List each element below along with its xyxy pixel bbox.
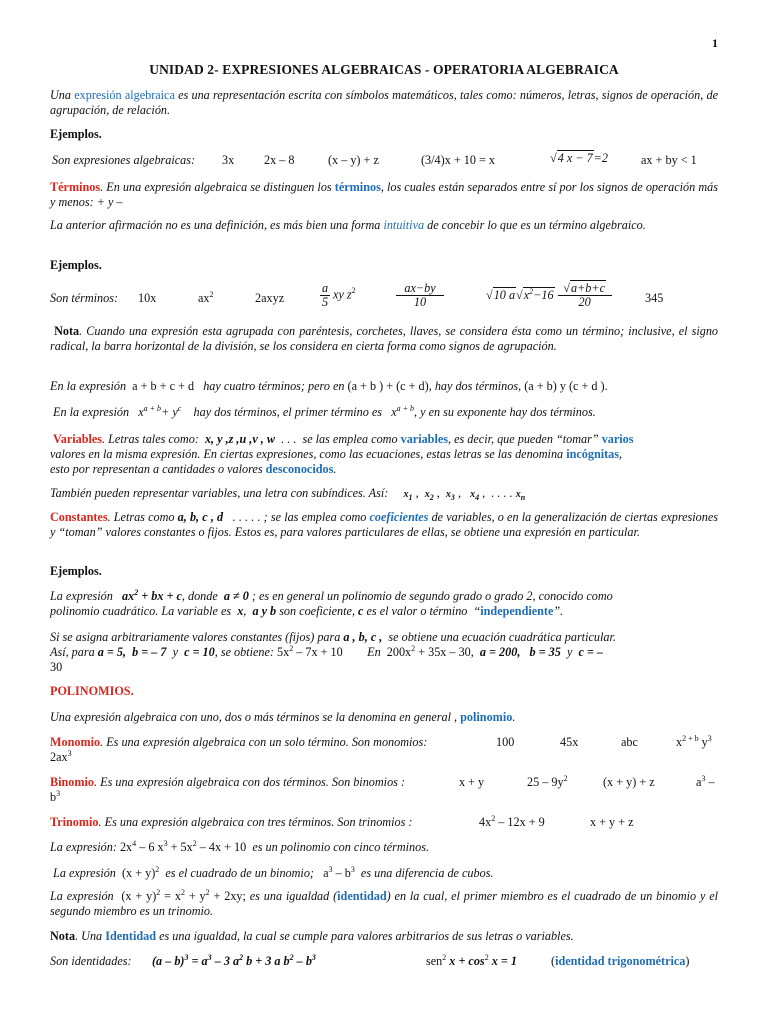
monomio-label: Monomio bbox=[50, 735, 101, 749]
term-identidad-trigonometrica: identidad trigonométrica bbox=[555, 954, 686, 968]
term-example-radicals: √10 $a√x^2-16$ $\frac{√a+b+c}{20}$ bbox=[486, 282, 612, 309]
expresion-paragraph-2: En la expresión $x^{a + b}+ y^c$ hay dos términos, el primer término es $x^{a + b}$, y en su exponente hay dos términos. bbox=[53, 403, 596, 419]
term-polinomio: polinomio bbox=[460, 710, 513, 724]
term-expresion-algebraica: expresión algebraica bbox=[74, 88, 175, 102]
expresion-paragraph-1: En la expresión a + b + c + d hay cuatro términos; pero en (a + b ) + (c + d), hay dos términos, (a + b) y (c + d ). bbox=[50, 379, 608, 393]
term-desconocidos: desconocidos bbox=[265, 462, 334, 476]
binomio-label: Binomio bbox=[50, 775, 95, 789]
term-incognitas: incógnitas bbox=[566, 447, 620, 461]
anterior-paragraph: La anterior afirmación no es una definición, es más bien una forma intuitiva de concebir lo que es un término algebraico. bbox=[50, 218, 646, 232]
trinomio-example-2: x + y + z bbox=[590, 815, 634, 829]
polinomio-def-paragraph: Una expresión algebraica con uno, dos o más términos se la denomina en general , polinomio. bbox=[50, 710, 516, 724]
identidades-lead: Son identidades: bbox=[50, 954, 132, 968]
constantes-label: Constantes bbox=[50, 510, 108, 524]
example-expr-1: 3x bbox=[222, 153, 235, 167]
monomio-example-5: $2ax^3$ bbox=[50, 748, 72, 764]
monomio-example-4: $x^{2 + b}$ $y^3$ bbox=[676, 733, 712, 749]
binomio-example-4: $a^3$ – bbox=[696, 773, 715, 789]
nota-1-paragraph: Nota. Cuando una expresión esta agrupada con paréntesis, corchetes, llaves, se considera ésta como un término; inclusive, el signo radical, la barra horizontal de la división, se los considera en cierta forma como signos de agrupación. bbox=[50, 324, 719, 353]
examples-lead-2: Son términos: bbox=[50, 291, 119, 305]
page-number: 1 bbox=[712, 36, 718, 50]
variables-paragraph: Variables. Letras tales como: x, y ,z ,u ,v , w . . . se las emplea como variables, es decir, que pueden “tomar” varios valores en la misma expresión. En ciertas expresiones, como las ecuaciones, estas letras se las denomina incógnitas, esto por representan a cantidades o valores desconocidos. bbox=[50, 432, 634, 476]
cinco-terminos-paragraph: La expresión: $2x^4 - 6$ $x^3 + 5x^2 - 4x + 10$ es un polinomio con cinco términos. bbox=[50, 838, 430, 854]
term-identidad-2: Identidad bbox=[105, 929, 157, 943]
example-expr-sqrt: √4 x − 7=2 bbox=[550, 151, 608, 165]
page-title: UNIDAD 2- EXPRESIONES ALGEBRAICAS - OPERATORIA ALGEBRAICA bbox=[149, 62, 619, 77]
example-expr-4: (3/4)x + 10 = x bbox=[421, 153, 495, 167]
examples-lead-1: Son expresiones algebraicas: bbox=[52, 153, 196, 167]
igualdad-paragraph: La expresión $(x + y)^2 = x^2 + y^2 + 2xy$; es una igualdad (identidad) en la cual, el primer miembro es el cuadrado de un binomio y el segundo miembro es un trinomio. bbox=[50, 887, 719, 918]
polinomio-cuadratico-paragraph: La expresión $ax^2$ + bx + c, donde a ≠ 0 ; es en general un polinomio de segundo grado o grado 2, conocido como polinomio cuadrático. La variable es x, a y b son coeficiente, c es el valor o término “independiente”. bbox=[50, 587, 613, 618]
example-expr-2: 2x – 8 bbox=[264, 153, 295, 167]
term-terminos: términos bbox=[334, 180, 381, 194]
monomio-paragraph: Monomio. Es una expresión algebraica con un solo término. Son monomios: bbox=[50, 735, 428, 749]
binomio-example-1: x + y bbox=[459, 775, 485, 789]
term-coeficientes: coeficientes bbox=[369, 510, 429, 524]
cuadrado-binomio-paragraph: La expresión $(x + y)^2$ es el cuadrado de un binomio; $a^3 - b^3$ es una diferencia de cubos. bbox=[53, 864, 494, 880]
term-varios: varios bbox=[601, 432, 634, 446]
term-independiente: independiente bbox=[480, 604, 554, 618]
binomio-example-3: (x + y) + z bbox=[603, 775, 655, 789]
term-example-2: $ax^2$ bbox=[198, 289, 214, 305]
identidad-cubo: $(a - b)^3 = a^3 - 3$ $a^2$ b + 3 a $b^2 - b^3$ bbox=[152, 952, 316, 968]
ejemplos-heading-1: Ejemplos. bbox=[50, 127, 102, 141]
term-intuitiva: intuitiva bbox=[383, 218, 425, 232]
polinomios-heading: POLINOMIOS. bbox=[50, 684, 134, 698]
nota-1-label: Nota bbox=[54, 324, 80, 338]
ejemplos-heading-2: Ejemplos. bbox=[50, 258, 102, 272]
trinomio-example-1: $4x^2 - 12x + 9$ bbox=[479, 813, 545, 829]
ejemplos-heading-3: Ejemplos. bbox=[50, 564, 102, 578]
monomio-example-1: 100 bbox=[496, 735, 515, 749]
term-example-1: 10x bbox=[138, 291, 157, 305]
intro-paragraph: Una expresión algebraica es una representación escrita con símbolos matemáticos, tales como: números, letras, signos de operación, de agrupación, de relación. bbox=[50, 88, 719, 117]
asigna-paragraph: Si se asigna arbitrariamente valores constantes (fijos) para a , b, c , se obtiene una ecuación cuadrática particular. Así, para a = 5, b = – 7 y c = 10, se obtiene: $5x^2 - 7x + 10$ En $200x^2 + 35x - 30$, a = 200, b = 35 y c = – 30 bbox=[50, 630, 616, 674]
terminos-label: Términos bbox=[50, 180, 101, 194]
binomio-paragraph: Binomio. Es una expresión algebraica con dos términos. Son binomios : bbox=[50, 775, 406, 789]
term-identidad: identidad bbox=[337, 889, 387, 903]
example-expr-6: ax + by < 1 bbox=[641, 153, 697, 167]
nota-2-paragraph: Nota. Una Identidad es una igualdad, la cual se cumple para valores arbitrarios de sus letras o variables. bbox=[50, 929, 574, 943]
binomio-example-2: $25 - 9y^2$ bbox=[527, 773, 568, 789]
subindices-paragraph: También pueden representar variables, una letra con subíndices. Así: $x_1$ , $x_2$ , $x_3$ , $x_4$ , . . . . $x_n$ bbox=[50, 486, 526, 502]
constantes-paragraph: Constantes. Letras como a, b, c , d . . . . . ; se las emplea como coeficientes de variables, o en la generalización de ciertas expresiones y “toman” valores constantes o fijos. Estos es, para valores particulares de ellas, se obtiene una expresión en particular. bbox=[50, 510, 719, 539]
terminos-paragraph: Términos. En una expresión algebraica se distinguen los términos, los cuales están separados entre sí por los signos de operación más y menos: + y – bbox=[50, 180, 718, 209]
term-example-7: 345 bbox=[645, 291, 664, 305]
term-example-frac2: $\frac{ax-by}{10}$ bbox=[396, 282, 444, 309]
term-example-frac1: $\frac{a}{5}$ xy $z^2$ bbox=[321, 281, 356, 309]
identidad-trig-label: (identidad trigonométrica) bbox=[551, 954, 690, 968]
nota-2-label: Nota bbox=[50, 929, 76, 943]
trinomio-paragraph: Trinomio. Es una expresión algebraica con tres términos. Son trinomios : bbox=[50, 815, 413, 829]
trinomio-label: Trinomio bbox=[50, 815, 99, 829]
monomio-example-3: abc bbox=[621, 735, 638, 749]
binomio-example-4-cont: $b^3$ bbox=[50, 788, 61, 804]
term-variables: variables bbox=[400, 432, 449, 446]
variables-label: Variables bbox=[53, 432, 103, 446]
identidad-trig: sen$^2$ $x + \cos^2 x = 1$ bbox=[426, 952, 517, 968]
monomio-example-2: 45x bbox=[560, 735, 579, 749]
example-expr-3: (x – y) + z bbox=[328, 153, 379, 167]
term-example-3: 2axyz bbox=[255, 291, 285, 305]
